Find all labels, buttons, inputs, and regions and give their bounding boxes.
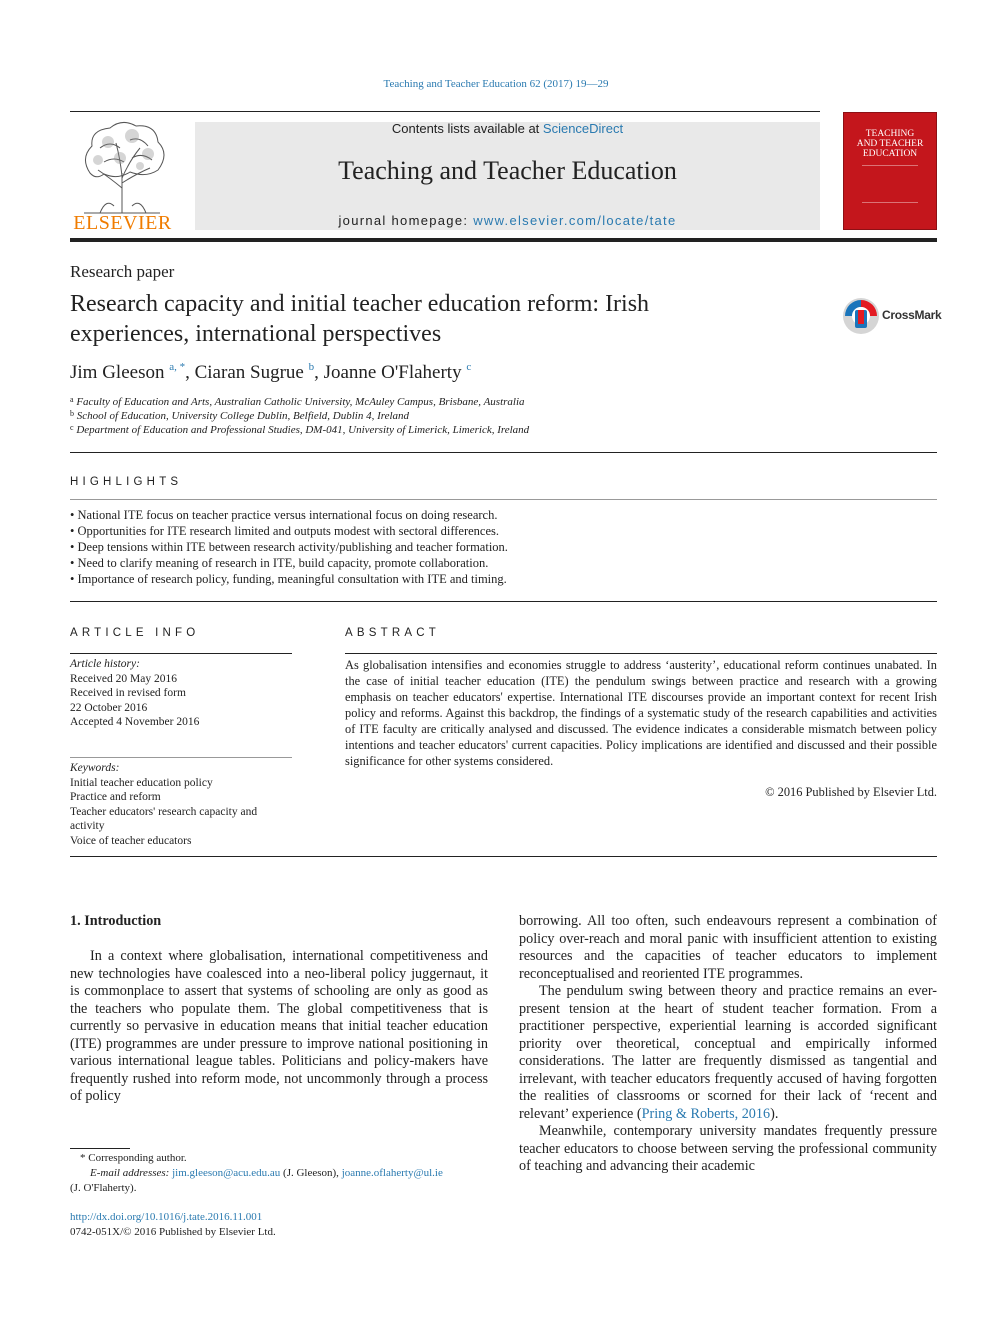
- elsevier-tree-icon: [70, 118, 175, 218]
- email-link[interactable]: jim.gleeson@acu.edu.au: [172, 1167, 281, 1179]
- abstract-heading: ABSTRACT: [345, 627, 440, 639]
- history-entry: Received 20 May 2016: [70, 672, 177, 685]
- affiliation-text: School of Education, University College Dublin, Belfield, Dublin 4, Ireland: [76, 410, 410, 422]
- crossmark-icon: [842, 297, 880, 335]
- paragraph-text: The pendulum swing between theory and practice remains an ever-present tension at the heart of student teacher formation. From a practitioner perspective, experiential learning is accorded significant priority over theoretical, conceptual and empirically informed considerations. The latter are frequently dismissed as tangential and irrelevant, with teacher educators frequently accused of having forgotten the realities of classrooms or scorned for their lack of ‘recent and relevant’ experience (: [519, 983, 937, 1122]
- keywords-label: Keywords:: [70, 762, 120, 774]
- author-name[interactable]: Jim Gleeson: [70, 362, 165, 383]
- article-info-heading: ARTICLE INFO: [70, 627, 200, 639]
- section-heading-introduction: 1. Introduction: [70, 913, 162, 929]
- cover-title-line: EDUCATION: [862, 149, 918, 159]
- keyword: Teacher educators' research capacity and: [70, 805, 258, 818]
- keyword: activity: [70, 820, 105, 832]
- author-name[interactable]: Ciaran Sugrue: [194, 362, 304, 383]
- affiliation-text: Faculty of Education and Arts, Australian Catholic University, McAuley Campus, Brisbane, Australia: [76, 396, 525, 408]
- paragraph-text: ).: [770, 1105, 779, 1122]
- intro-left-column: [70, 948, 488, 1106]
- history-entry: Received in revised form: [70, 687, 186, 699]
- keyword: Voice of teacher educators: [70, 834, 192, 847]
- history-entry: Accepted 4 November 2016: [70, 716, 200, 728]
- title-line: Research capacity and initial teacher education reform: Irish: [70, 291, 650, 317]
- author-separator: ,: [185, 362, 195, 383]
- front-matter-bottom-rule: [70, 856, 937, 857]
- affiliation-a: [70, 395, 525, 408]
- intro-paragraph: Meanwhile, contemporary university mandates frequently pressure teacher educators to choose between serving the professional community of teaching and advancing their academic: [519, 1123, 937, 1174]
- header-bottom-rule: [70, 238, 937, 242]
- title-line: experiences, international perspectives: [70, 321, 442, 347]
- highlight-item: • Importance of research policy, funding, meaningful consultation with ITE and timing.: [70, 572, 507, 586]
- author-affiliation-mark[interactable]: b: [308, 361, 315, 373]
- affiliation-mark: a: [70, 395, 74, 404]
- author-separator: ,: [314, 362, 324, 383]
- history-label: Article history:: [70, 658, 140, 670]
- email-label: E-mail addresses:: [90, 1167, 173, 1179]
- highlights-heading-rule: [70, 499, 937, 500]
- affiliation-b: [70, 409, 409, 422]
- highlight-item: • National ITE focus on teacher practice versus international focus on doing research.: [70, 508, 498, 522]
- keyword: Practice and reform: [70, 791, 161, 803]
- homepage-prefix: journal homepage:: [338, 213, 474, 228]
- article-type: Research paper: [70, 262, 175, 281]
- affiliation-mark: c: [70, 423, 74, 432]
- author-list: [70, 361, 471, 384]
- journal-homepage: [195, 213, 820, 228]
- highlight-item: • Deep tensions within ITE between research activity/publishing and teacher formation.: [70, 540, 508, 554]
- sciencedirect-link[interactable]: ScienceDirect: [542, 121, 624, 136]
- intro-paragraph-continued: borrowing. All too often, such endeavours represent a combination of policy over-reach and moral panic with insufficient attention to existing resources and the capacities of teacher educators to implement reconceptualised and reoriented ITE programmes.: [519, 913, 937, 982]
- cover-title-line: TEACHING: [865, 129, 915, 139]
- doi-link[interactable]: http://dx.doi.org/10.1016/j.tate.2016.11.001: [70, 1211, 263, 1223]
- highlights-bottom-rule: [70, 601, 937, 602]
- homepage-link[interactable]: www.elsevier.com/locate/tate: [473, 213, 677, 228]
- issn-copyright: 0742-051X/© 2016 Published by Elsevier Ltd.: [70, 1226, 276, 1238]
- journal-name: Teaching and Teacher Education: [338, 156, 677, 185]
- author-name[interactable]: Joanne O'Flaherty: [323, 362, 462, 383]
- abstract-copyright: © 2016 Published by Elsevier Ltd.: [765, 785, 937, 799]
- elsevier-wordmark: ELSEVIER: [73, 212, 172, 234]
- cover-decoration: [862, 165, 918, 203]
- author-affiliation-mark[interactable]: c: [466, 361, 472, 373]
- corresponding-author-footnote: [70, 1151, 490, 1196]
- email-owner: (J. O'Flaherty).: [70, 1182, 137, 1194]
- highlight-item: • Need to clarify meaning of research in ITE, build capacity, promote collaboration.: [70, 556, 489, 570]
- highlights-top-rule: [70, 452, 937, 453]
- intro-right-column: [519, 913, 937, 1176]
- elsevier-logo[interactable]: [70, 118, 175, 234]
- author-affiliation-mark[interactable]: a, *: [169, 361, 186, 373]
- doi-block: [70, 1210, 276, 1240]
- affiliation-text: Department of Education and Professional Studies, DM-041, University of Limerick, Limerick, Ireland: [76, 424, 530, 436]
- footnote-rule: [70, 1148, 130, 1149]
- intro-paragraph: In a context where globalisation, international competitiveness and new technologies have coalesced into a neo-liberal policy juggernaut, it is commonplace to assert that systems of schooling are only as good as the teachers who populate them. The global competitiveness that is currently so pervasive in education means that initial teacher education (ITE) programmes are under pressure to improve national positioning in various international league tables. Politicians and policy-makers have frequently rushed into reform mode, not uncommonly through a process of policy: [70, 948, 488, 1104]
- abstract-rule: [345, 653, 937, 654]
- keywords-rule: [70, 757, 292, 758]
- cover-title-line: AND TEACHER: [856, 139, 924, 149]
- journal-cover-thumbnail[interactable]: [843, 112, 937, 230]
- email-link[interactable]: joanne.oflaherty@ul.ie: [341, 1167, 443, 1179]
- cover-title: [844, 129, 936, 159]
- corresponding-author: * Corresponding author.: [80, 1152, 187, 1164]
- contents-line: [195, 121, 820, 136]
- citation-link[interactable]: Pring & Roberts, 2016: [641, 1105, 771, 1122]
- crossmark-badge[interactable]: [842, 297, 942, 335]
- email-owner: (J. Gleeson),: [280, 1167, 342, 1179]
- abstract-text: As globalisation intensifies and economies struggle to address ‘austerity’, educational reform continues unabated. In the case of initial teacher education (ITE) the pendulum swings between practice and research with a growing emphasis on teacher educators' expertise. International ITE discourses provide an important context for recent Irish policy and reforms. Against this backdrop, the findings of a systematic study of the research capabilities and activities of ITE faculty are critically analysed and discussed. The evidence indicates a considerable mismatch between policy intentions and teacher educators' current capacities. Policy implications are identified and discussed and their possible significance for other systems considered.: [345, 658, 937, 768]
- crossmark-label: CrossMark: [882, 308, 942, 322]
- keywords: [70, 761, 292, 848]
- affiliation-mark: b: [70, 409, 74, 418]
- keyword: Initial teacher education policy: [70, 776, 213, 789]
- contents-prefix: Contents lists available at: [391, 121, 543, 136]
- intro-paragraph: [519, 983, 937, 1123]
- article-title: [70, 289, 790, 349]
- article-info-rule: [70, 653, 292, 654]
- journal-reference[interactable]: Teaching and Teacher Education 62 (2017) 19—29: [383, 78, 609, 90]
- header-top-rule: [70, 111, 820, 112]
- highlights-heading: HIGHLIGHTS: [70, 476, 183, 488]
- history-entry: 22 October 2016: [70, 701, 148, 714]
- affiliation-c: [70, 423, 529, 436]
- email-line: [70, 1166, 490, 1181]
- highlight-item: • Opportunities for ITE research limited and outputs modest with sectoral differences.: [70, 524, 500, 538]
- article-history: [70, 657, 292, 730]
